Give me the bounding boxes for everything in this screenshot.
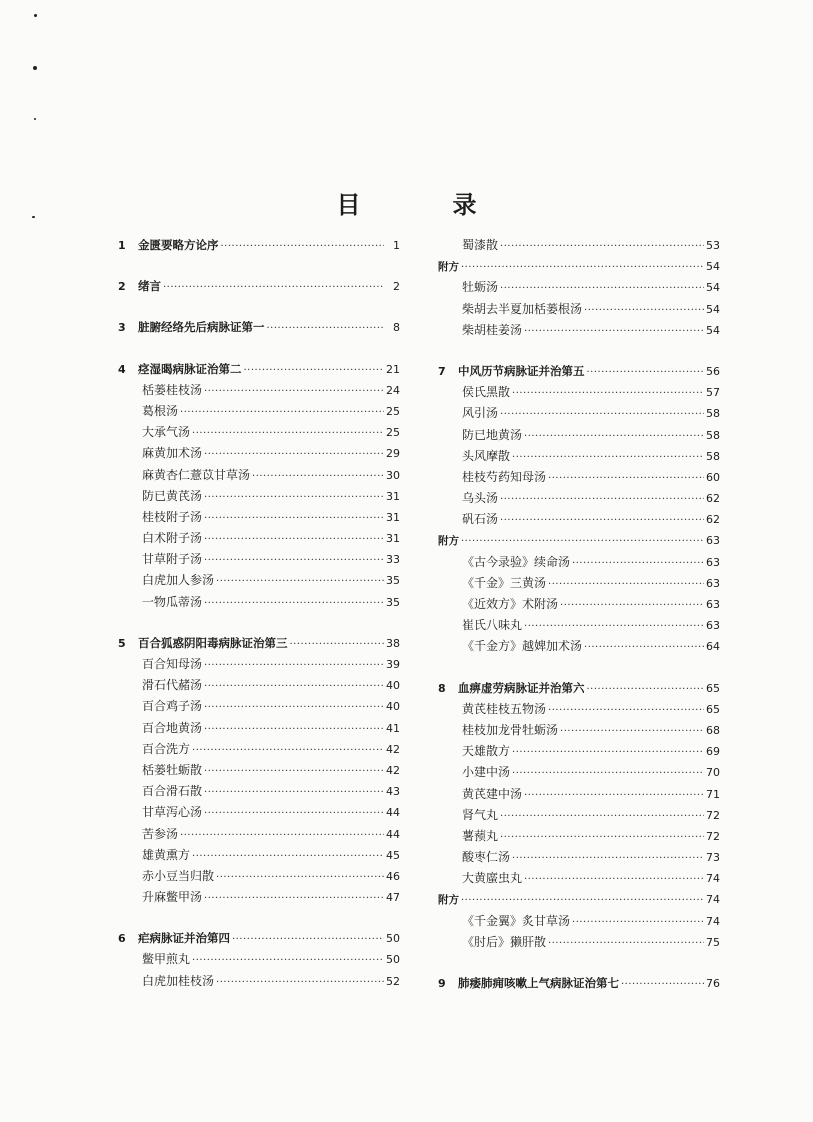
- toc-sub-entry[interactable]: [438, 932, 720, 953]
- entry-title: 脏腑经络先后病脉证第一: [138, 320, 265, 335]
- chapter-number: 4: [118, 362, 126, 376]
- entry-title: 甘草附子汤: [142, 552, 203, 567]
- entry-title: 蜀漆散: [462, 238, 499, 252]
- page-number: 63: [706, 598, 720, 611]
- toc-sub-entry[interactable]: [438, 699, 720, 720]
- toc-chapter-entry[interactable]: [438, 678, 720, 699]
- page-number: 62: [706, 513, 720, 527]
- page-number: 25: [386, 404, 400, 418]
- entry-title: 天雄散方: [462, 744, 511, 759]
- scan-speck: [33, 66, 37, 70]
- dot-leader: [204, 888, 384, 909]
- dot-leader: [584, 300, 704, 321]
- entry-title: 柴胡桂姜汤: [462, 322, 523, 337]
- dot-leader: [524, 785, 704, 806]
- section-gap: [438, 658, 720, 678]
- entry-title: 痉湿暍病脉证治第二: [138, 361, 242, 376]
- entry-title: 风引汤: [462, 406, 499, 421]
- entry-title: 甘草泻心汤: [142, 805, 203, 820]
- dot-leader: [180, 402, 384, 423]
- toc-chapter-entry[interactable]: [118, 633, 400, 654]
- page-number: 71: [706, 787, 720, 801]
- toc-chapter-entry[interactable]: [118, 928, 400, 949]
- chapter-number: 2: [118, 280, 126, 294]
- dot-leader: [216, 972, 384, 993]
- chapter-number: 6: [118, 932, 126, 946]
- page-number: 76: [706, 977, 720, 990]
- entry-title: 肾气丸: [462, 807, 499, 822]
- section-gap: [118, 339, 400, 359]
- section-gap: [118, 908, 400, 928]
- page-number: 54: [706, 281, 720, 295]
- entry-title: 血痹虚劳病脉证并治第六: [458, 680, 585, 695]
- toc-appendix-entry[interactable]: [438, 530, 720, 551]
- dot-leader: [500, 404, 704, 425]
- toc-sub-entry[interactable]: [118, 949, 400, 970]
- chapter-number: 9: [438, 977, 446, 990]
- page-number: 75: [706, 935, 720, 949]
- toc-left-column: [118, 235, 400, 992]
- toc-sub-entry[interactable]: [118, 570, 400, 591]
- toc-sub-entry[interactable]: [438, 762, 720, 783]
- dot-leader: [204, 487, 384, 508]
- toc-sub-entry[interactable]: [118, 654, 400, 675]
- section-gap: [118, 256, 400, 276]
- page-number: 64: [706, 640, 720, 654]
- page-number: 33: [386, 553, 400, 567]
- entry-title: 苦参汤: [142, 826, 179, 841]
- dot-leader: [500, 489, 704, 510]
- dot-leader: [204, 761, 384, 782]
- entry-title: 《千金翼》炙甘草汤: [462, 913, 571, 928]
- dot-leader: [500, 510, 704, 531]
- dot-leader: [204, 719, 384, 740]
- page-number: 42: [386, 742, 400, 756]
- page-number: 39: [386, 658, 400, 671]
- dot-leader: [204, 803, 384, 824]
- entry-title: 防已地黄汤: [462, 427, 523, 442]
- dot-leader: [621, 974, 704, 995]
- dot-leader: [192, 423, 384, 444]
- entry-title: 滑石代赭汤: [142, 678, 203, 693]
- dot-leader: [512, 763, 704, 784]
- toc-chapter-entry[interactable]: [118, 235, 400, 256]
- dot-leader: [204, 697, 384, 718]
- page-number: 54: [706, 323, 720, 337]
- entry-title: 桂枝芍药知母汤: [462, 469, 547, 484]
- entry-title: 黄芪桂枝五物汤: [462, 701, 547, 716]
- page-number: 42: [386, 763, 400, 777]
- page-number: 72: [706, 808, 720, 822]
- entry-title: 《近效方》术附汤: [462, 597, 559, 611]
- dot-leader: [512, 742, 704, 763]
- entry-title: 葛根汤: [142, 403, 179, 418]
- entry-title: 薯蓣丸: [462, 828, 499, 843]
- dot-leader: [216, 867, 384, 888]
- page-number: 52: [386, 974, 400, 988]
- entry-title: 酸枣仁汤: [462, 850, 511, 865]
- entry-title: 大黄䗪虫丸: [462, 871, 523, 886]
- toc-sub-entry[interactable]: [438, 720, 720, 741]
- entry-title: 小建中汤: [462, 765, 511, 780]
- toc-chapter-entry[interactable]: [438, 361, 720, 382]
- dot-leader: [204, 676, 384, 697]
- dot-leader: [548, 933, 704, 954]
- entry-title: 金匮要略方论序: [138, 238, 219, 252]
- chapter-number: 5: [118, 636, 126, 650]
- toc-sub-entry[interactable]: [118, 718, 400, 739]
- page-number: 54: [706, 260, 720, 274]
- entry-title: 赤小豆当归散: [142, 868, 215, 883]
- dot-leader: [548, 468, 704, 489]
- entry-title: 疟病脉证并治第四: [138, 931, 230, 946]
- entry-title: 鳖甲煎丸: [142, 952, 191, 967]
- page-number: 35: [386, 574, 400, 588]
- toc-sub-entry[interactable]: [438, 615, 720, 636]
- toc-sub-entry[interactable]: [438, 446, 720, 467]
- dot-leader: [572, 912, 704, 933]
- entry-title: 麻黄加术汤: [142, 446, 203, 461]
- dot-leader: [560, 595, 704, 616]
- page-number: 30: [386, 468, 400, 482]
- entry-title: 升麻鳖甲汤: [142, 890, 203, 905]
- toc-sub-entry[interactable]: [438, 741, 720, 762]
- dot-leader: [587, 679, 705, 700]
- dot-leader: [204, 508, 384, 529]
- page-number: 56: [706, 364, 720, 378]
- toc-chapter-entry[interactable]: [118, 317, 400, 338]
- page-number: 63: [706, 555, 720, 569]
- toc-sub-entry[interactable]: [118, 465, 400, 486]
- page-number: 31: [386, 489, 400, 503]
- entry-title: 百合鸡子汤: [142, 699, 203, 714]
- entry-title: 白虎加人参汤: [142, 573, 215, 588]
- toc-sub-entry[interactable]: [118, 845, 400, 866]
- dot-leader: [192, 950, 384, 971]
- dot-leader: [204, 381, 384, 402]
- entry-title: 黄芪建中汤: [462, 786, 523, 801]
- toc-sub-entry[interactable]: [118, 592, 400, 613]
- page-number: 74: [706, 914, 720, 928]
- page-number: 73: [706, 851, 720, 865]
- entry-title: 中风历节病脉证并治第五: [458, 363, 585, 378]
- page-number: 53: [706, 239, 720, 252]
- dot-leader: [500, 827, 704, 848]
- section-gap: [438, 341, 720, 361]
- toc-sub-entry[interactable]: [438, 299, 720, 320]
- entry-title: 乌头汤: [462, 491, 499, 506]
- scan-speck: [34, 118, 36, 120]
- toc-sub-entry[interactable]: [118, 549, 400, 570]
- toc-sub-entry[interactable]: [118, 401, 400, 422]
- entry-title: 百合狐惑阴阳毒病脉证治第三: [138, 635, 288, 650]
- toc-sub-entry[interactable]: [438, 573, 720, 594]
- entry-title: 一物瓜蒂汤: [142, 594, 203, 609]
- chapter-number: 1: [118, 239, 126, 252]
- toc-sub-entry[interactable]: [118, 443, 400, 464]
- entry-title: 白虎加桂枝汤: [142, 973, 215, 988]
- toc-sub-entry[interactable]: [118, 528, 400, 549]
- dot-leader: [192, 740, 384, 761]
- page-number: 45: [386, 848, 400, 862]
- dot-leader: [204, 593, 384, 614]
- dot-leader: [232, 929, 384, 950]
- dot-leader: [290, 634, 385, 655]
- toc-sub-entry[interactable]: [438, 805, 720, 826]
- section-gap: [118, 613, 400, 633]
- page-number: 65: [706, 702, 720, 716]
- page-number: 31: [386, 510, 400, 524]
- page-number: 21: [386, 362, 400, 376]
- dot-leader: [524, 321, 704, 342]
- toc-sub-entry[interactable]: [118, 802, 400, 823]
- toc-sub-entry[interactable]: [438, 277, 720, 298]
- page-number: 50: [386, 932, 400, 946]
- entry-title: 桂枝加龙骨牡蛎汤: [462, 722, 559, 737]
- chapter-number: 3: [118, 321, 126, 335]
- entry-title: 白术附子汤: [142, 531, 203, 546]
- entry-title: 桂枝附子汤: [142, 509, 203, 524]
- dot-leader: [572, 553, 704, 574]
- dot-leader: [548, 700, 704, 721]
- toc-sub-entry[interactable]: [438, 911, 720, 932]
- toc-sub-entry[interactable]: [438, 784, 720, 805]
- dot-leader: [216, 571, 384, 592]
- page-number: 43: [386, 785, 400, 799]
- toc-appendix-entry[interactable]: [438, 256, 720, 277]
- page-number: 1: [393, 239, 400, 252]
- dot-leader: [204, 550, 384, 571]
- dot-leader: [584, 637, 704, 658]
- dot-leader: [204, 655, 384, 676]
- scan-speck: [32, 216, 35, 218]
- entry-title: 百合知母汤: [142, 657, 203, 671]
- page-number: 74: [706, 872, 720, 886]
- dot-leader: [524, 869, 704, 890]
- entry-title: 防已黄芪汤: [142, 488, 203, 503]
- toc-sub-entry[interactable]: [438, 636, 720, 657]
- page-number: 63: [706, 619, 720, 633]
- toc-sub-entry[interactable]: [118, 380, 400, 401]
- dot-leader: [252, 466, 384, 487]
- toc-sub-entry[interactable]: [118, 781, 400, 802]
- dot-leader: [500, 236, 704, 257]
- toc-appendix-entry[interactable]: [438, 889, 720, 910]
- toc-sub-entry[interactable]: [438, 488, 720, 509]
- toc-sub-entry[interactable]: [118, 486, 400, 507]
- page-number: 40: [386, 679, 400, 693]
- entry-title: 附方: [438, 261, 459, 274]
- toc-right-column: [438, 235, 720, 994]
- entry-title: 百合洗方: [142, 741, 191, 756]
- entry-title: 附方: [438, 535, 459, 548]
- toc-sub-entry[interactable]: [118, 422, 400, 443]
- page-number: 44: [386, 806, 400, 820]
- dot-leader: [221, 236, 385, 257]
- toc-sub-entry[interactable]: [438, 425, 720, 446]
- entry-title: 百合滑石散: [142, 784, 203, 799]
- entry-title: 《肘后》獭肝散: [462, 934, 547, 949]
- page-number: 25: [386, 426, 400, 440]
- toc-sub-entry[interactable]: [438, 594, 720, 615]
- entry-title: 矾石汤: [462, 512, 499, 527]
- toc-sub-entry[interactable]: [438, 847, 720, 868]
- entry-title: 《古今录验》续命汤: [462, 554, 571, 569]
- toc-sub-entry[interactable]: [438, 467, 720, 488]
- page-number: 38: [386, 636, 400, 650]
- page-number: 46: [386, 869, 400, 883]
- page-title: 目 录: [336, 191, 511, 219]
- page-number: 62: [706, 492, 720, 506]
- dot-leader: [204, 444, 384, 465]
- dot-leader: [461, 257, 704, 278]
- toc-sub-entry[interactable]: [438, 382, 720, 403]
- dot-leader: [461, 531, 704, 552]
- section-gap: [438, 953, 720, 973]
- entry-title: 《千金》三黄汤: [462, 575, 547, 590]
- page-number: 47: [386, 891, 400, 905]
- toc-sub-entry[interactable]: [118, 760, 400, 781]
- page-number: 69: [706, 745, 720, 759]
- toc-sub-entry[interactable]: [438, 403, 720, 424]
- dot-leader: [244, 360, 385, 381]
- scan-speck: [34, 14, 37, 17]
- dot-leader: [461, 890, 704, 911]
- entry-title: 柴胡去半夏加栝蒌根汤: [462, 301, 583, 316]
- page-number: 58: [706, 428, 720, 442]
- page-number: 29: [386, 447, 400, 461]
- page-number: 8: [393, 321, 400, 335]
- entry-title: 崔氏八味丸: [462, 618, 523, 633]
- toc-chapter-entry[interactable]: [438, 973, 720, 994]
- entry-title: 雄黄熏方: [142, 847, 191, 862]
- toc-sub-entry[interactable]: [438, 826, 720, 847]
- chapter-number: 7: [438, 364, 446, 378]
- toc-sub-entry[interactable]: [118, 739, 400, 760]
- dot-leader: [524, 616, 704, 637]
- entry-title: 侯氏黑散: [462, 385, 511, 400]
- entry-title: 栝蒌牡蛎散: [142, 762, 203, 777]
- page-number: 58: [706, 407, 720, 421]
- entry-title: 头风摩散: [462, 448, 511, 463]
- dot-leader: [180, 825, 384, 846]
- toc-chapter-entry[interactable]: [118, 276, 400, 297]
- page-number: 44: [386, 827, 400, 841]
- dot-leader: [560, 721, 704, 742]
- page-number: 50: [386, 953, 400, 967]
- dot-leader: [512, 383, 704, 404]
- page-number: 63: [706, 576, 720, 590]
- page-number: 65: [706, 681, 720, 695]
- chapter-number: 8: [438, 681, 446, 695]
- toc-sub-entry[interactable]: [118, 696, 400, 717]
- page-number: 63: [706, 534, 720, 548]
- toc-sub-entry[interactable]: [438, 509, 720, 530]
- dot-leader: [163, 277, 384, 298]
- dot-leader: [500, 278, 704, 299]
- entry-title: 麻黄杏仁薏苡甘草汤: [142, 467, 251, 482]
- toc-sub-entry[interactable]: [118, 507, 400, 528]
- entry-title: 栝蒌桂枝汤: [142, 382, 203, 397]
- toc-sub-entry[interactable]: [438, 235, 720, 256]
- dot-leader: [512, 447, 704, 468]
- entry-title: 绪言: [138, 279, 161, 294]
- toc-sub-entry[interactable]: [438, 868, 720, 889]
- dot-leader: [548, 574, 704, 595]
- dot-leader: [204, 529, 384, 550]
- toc-sub-entry[interactable]: [118, 971, 400, 992]
- page-number: 40: [386, 700, 400, 714]
- page-number: 60: [706, 470, 720, 484]
- dot-leader: [524, 426, 704, 447]
- page-number: 2: [393, 280, 400, 294]
- entry-title: 《千金方》越婢加术汤: [462, 639, 583, 654]
- entry-title: 附方: [438, 894, 459, 907]
- page-number: 31: [386, 532, 400, 546]
- page-number: 72: [706, 829, 720, 843]
- page-number: 57: [706, 386, 720, 400]
- toc-chapter-entry[interactable]: [118, 359, 400, 380]
- dot-leader: [192, 846, 384, 867]
- dot-leader: [587, 362, 705, 383]
- entry-title: 大承气汤: [142, 425, 191, 440]
- page-number: 70: [706, 766, 720, 780]
- toc-sub-entry[interactable]: [118, 824, 400, 845]
- toc-sub-entry[interactable]: [118, 887, 400, 908]
- toc-sub-entry[interactable]: [438, 552, 720, 573]
- entry-title: 牡蛎汤: [462, 280, 499, 295]
- page-number: 58: [706, 449, 720, 463]
- page-number: 68: [706, 723, 720, 737]
- page-number: 41: [386, 721, 400, 735]
- toc-sub-entry[interactable]: [118, 866, 400, 887]
- page-number: 35: [386, 595, 400, 609]
- page-number: 24: [386, 383, 400, 397]
- dot-leader: [512, 848, 704, 869]
- toc-sub-entry[interactable]: [118, 675, 400, 696]
- section-gap: [118, 297, 400, 317]
- dot-leader: [204, 782, 384, 803]
- page-number: 74: [706, 893, 720, 907]
- entry-title: 肺痿肺痈咳嗽上气病脉证治第七: [458, 976, 619, 990]
- dot-leader: [500, 806, 704, 827]
- page-number: 54: [706, 302, 720, 316]
- toc-sub-entry[interactable]: [438, 320, 720, 341]
- dot-leader: [267, 318, 385, 339]
- entry-title: 百合地黄汤: [142, 720, 203, 735]
